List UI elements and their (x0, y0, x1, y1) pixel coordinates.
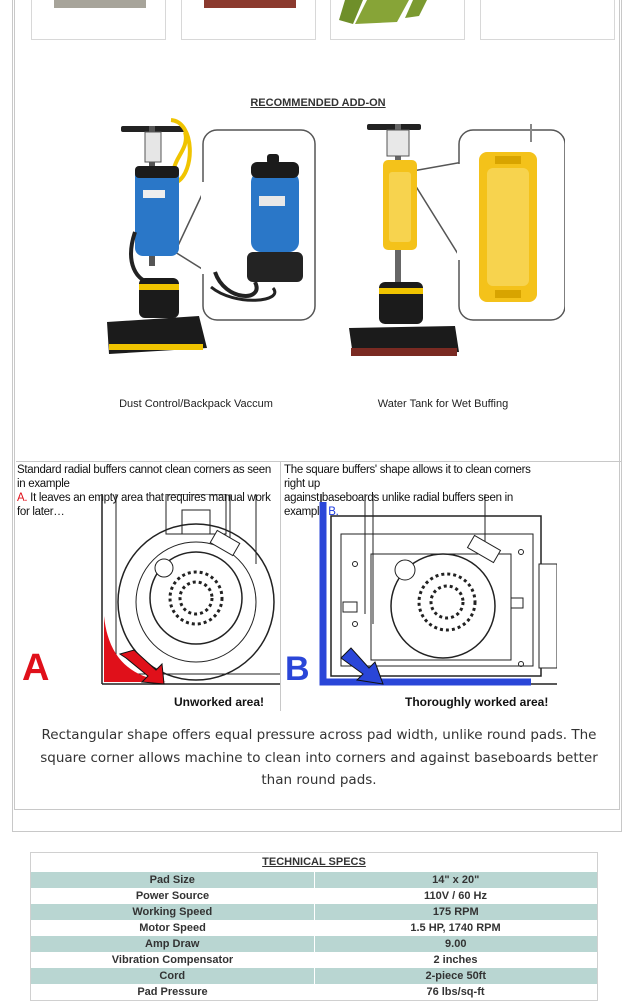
label-b: B (285, 650, 310, 688)
spec-value: 175 RPM (432, 906, 479, 918)
spec-row (31, 920, 597, 936)
label-a: A (22, 647, 50, 689)
spec-value: 14" x 20" (432, 874, 480, 886)
spec-label: Amp Draw (31, 936, 315, 952)
product-details-panel (12, 0, 622, 832)
spec-row (31, 904, 597, 920)
features-section (14, 0, 620, 810)
technical-specs-table (30, 852, 598, 1001)
specs-title: TECHNICAL SPECS (262, 856, 366, 868)
spec-value: 2 inches (433, 954, 478, 966)
spec-label: Pad Size (31, 872, 315, 888)
square-buffer-diagram (281, 494, 557, 712)
example-a-ref: A. (17, 492, 28, 504)
corner-comparison (16, 461, 622, 811)
pad-thumbnail-3[interactable] (330, 0, 465, 40)
dust-control-caption: Dust Control/Backpack Vaccum (119, 398, 273, 410)
addon-title: RECOMMENDED ADD-ON (250, 97, 386, 109)
spec-value: 76 lbs/sq-ft (426, 986, 485, 998)
water-tank-image (335, 112, 565, 384)
radial-buffer-diagram (16, 494, 280, 712)
spec-row (31, 952, 597, 968)
spec-value: 1.5 HP, 1740 RPM (410, 922, 501, 934)
gray-pad-image (54, 0, 146, 8)
spec-row (31, 968, 597, 984)
green-pad-image (331, 0, 466, 30)
pad-shape-summary: Rectangular shape offers equal pressure across pad width, unlike round pads. The square corner allows machine to clean into corners and against baseboards better than round pads. (40, 727, 598, 788)
square-description-line2: against baseboards unlike radial buffers seen in example (284, 492, 513, 518)
spec-label: Vibration Compensator (111, 954, 234, 966)
red-pad-image (204, 0, 296, 8)
spec-label: Working Speed (31, 904, 315, 920)
spec-label: Pad Pressure (137, 986, 208, 998)
pad-thumbnail-1[interactable] (31, 0, 166, 40)
worked-area-label: Thoroughly worked area! (405, 695, 549, 709)
spec-row (31, 936, 597, 952)
spec-label: Cord (31, 968, 315, 984)
radial-description-line2: It leaves an empty area that requires manual work for later… (17, 492, 271, 518)
water-tank-caption: Water Tank for Wet Buffing (377, 398, 509, 410)
spec-value: 2-piece 50ft (425, 970, 487, 982)
pad-thumbnail-2[interactable] (181, 0, 316, 40)
pad-thumbnail-4[interactable] (480, 0, 615, 40)
spec-row (31, 984, 597, 1000)
spec-value: 9.00 (445, 938, 467, 950)
spec-value: 110V / 60 Hz (424, 890, 487, 902)
spec-row (31, 872, 597, 888)
spec-label: Motor Speed (139, 922, 206, 934)
radial-description-line1: Standard radial buffers cannot clean corners as seen in example (17, 464, 271, 490)
square-description-line1: The square buffers' shape allows it to clean corners right up (284, 464, 531, 490)
spec-label: Power Source (135, 890, 210, 902)
example-b-ref: B. (328, 506, 339, 518)
unworked-area-label: Unworked area! (174, 695, 265, 709)
spec-row (31, 888, 597, 904)
dust-control-image (95, 112, 317, 374)
